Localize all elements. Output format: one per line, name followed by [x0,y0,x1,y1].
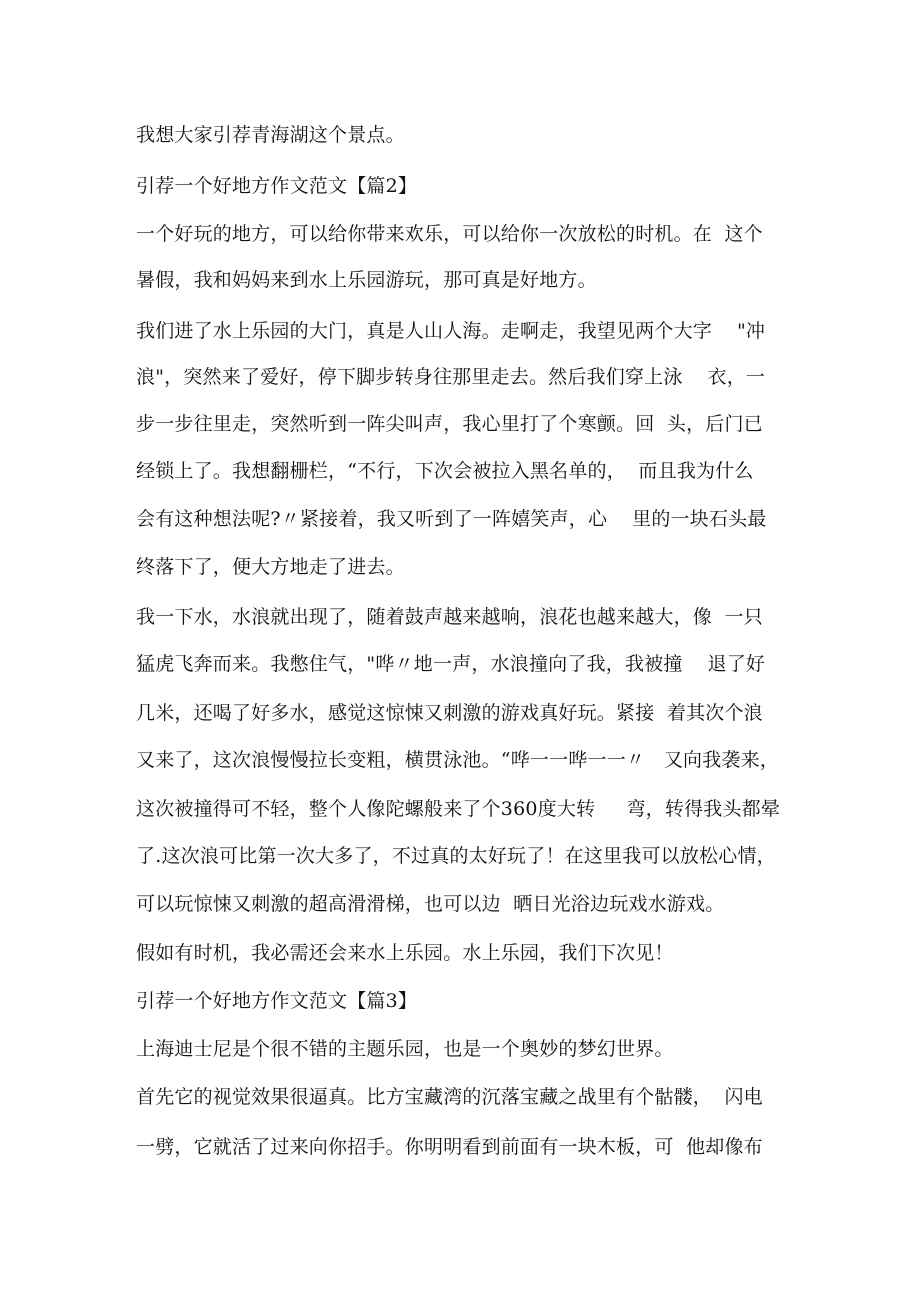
section-heading-3: 引荐一个好地方作文范文【篇3】 [136,990,418,1012]
text-line: 步一步往里走，突然听到一阵尖叫声，我心里打了个寒颤。回 头，后门已 [136,413,763,435]
text-line: 浪"，突然来了爱好，停下脚步转身往那里走去。然后我们穿上泳 衣，一 [136,366,766,388]
text-line: 暑假，我和妈妈来到水上乐园游玩，那可真是好地方。 [136,269,597,291]
text-line: 又来了，这次浪慢慢拉长变粗，横贯泳池。“哗一一哗一一〃 又向我袭来， [136,749,780,771]
text-line: 上海迪士尼是个很不错的主题乐园，也是一个奥妙的梦幻世界。 [136,1038,674,1060]
text-line: 经锁上了。我想翻栅栏，“不行，下次会被拉入黑名单的， 而且我为什么 [136,460,754,482]
text-line: 我们进了水上乐园的大门，真是人山人海。走啊走，我望见两个大字 "冲 [136,320,766,342]
section-heading-2: 引荐一个好地方作文范文【篇2】 [136,175,418,197]
text-line: 一劈，它就活了过来向你招手。你明明看到前面有一块木板，可 他却像布 [136,1136,763,1158]
text-line: 假如有时机，我必需还会来水上乐园。水上乐园，我们下次见！ [136,942,674,964]
paragraph-intro-recommendation: 我想大家引荐青海湖这个景点。 [136,124,405,146]
text-line: 一个好玩的地方，可以给你带来欢乐，可以给你一次放松的时机。在 这个 [136,223,763,245]
text-line: 了.这次浪可比第一次大多了，不过真的太好玩了！在这里我可以放松心情， [136,845,776,867]
text-line: 我一下水，水浪就出现了，随着鼓声越来越响，浪花也越来越大，像 一只 [136,606,763,628]
text-line: 猛虎飞奔而来。我憋住气，"哗〃地一声，水浪撞向了我，我被撞 退了好 [136,653,766,675]
text-line: 几米，还喝了好多水，感觉这惊悚又刺激的游戏真好玩。紧接 着其次个浪 [136,702,763,724]
text-line: 可以玩惊悚又刺激的超高滑滑梯，也可以边 晒日光浴边玩戏水游戏。 [136,893,725,915]
text-line: 会有这种想法呢?〃紧接着，我又听到了一阵嬉笑声，心 里的一块石头最 [136,508,767,530]
text-line: 终落下了，便大方地走了进去。 [136,556,405,578]
text-line: 这次被撞得可不轻，整个人像陀螺般来了个360度大转 弯，转得我头都晕 [136,798,781,820]
text-line: 首先它的视觉效果很逼真。比方宝藏湾的沉落宝藏之战里有个骷髅， 闪电 [136,1086,763,1108]
